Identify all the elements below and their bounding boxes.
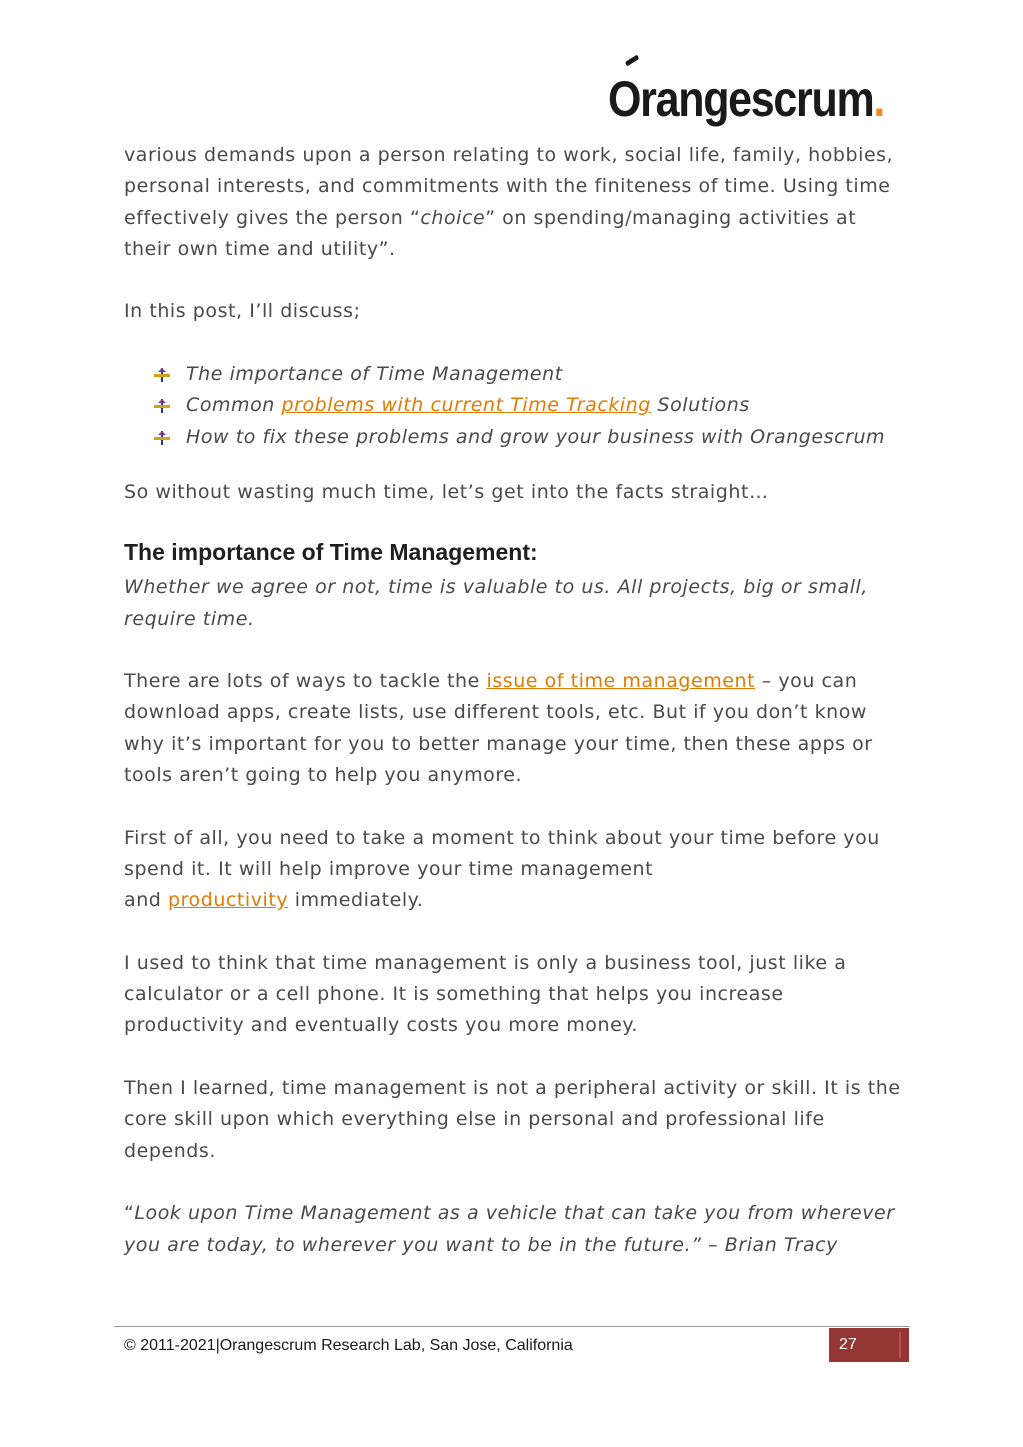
intro-emphasis: choice bbox=[420, 206, 486, 229]
list-item bbox=[154, 422, 904, 453]
page-number: 27 bbox=[839, 1336, 857, 1353]
intro-text-a: various demands upon a person relating to work, social life, family, hobbies, personal interests, and commitments with the finiteness of time. Using time effectively gives the person “ bbox=[124, 144, 894, 229]
list-item-text: Solutions bbox=[650, 394, 750, 417]
intro-paragraph bbox=[124, 140, 904, 265]
time-tracking-problems-link[interactable]: problems with current Time Tracking bbox=[281, 394, 651, 417]
orangescrum-logo bbox=[608, 54, 885, 144]
arrow-bullet-icon bbox=[154, 368, 170, 382]
footer-copyright: © 2011-2021|Orangescrum Research Lab, San Jose, California bbox=[124, 1337, 573, 1354]
discuss-paragraph: In this post, I’ll discuss; bbox=[124, 300, 361, 323]
paragraph-text: immediately. bbox=[288, 889, 424, 912]
arrow-bullet-icon bbox=[154, 399, 170, 413]
transition-paragraph: So without wasting much time, let’s get into the facts straight… bbox=[124, 480, 769, 503]
list-item-text: Common bbox=[186, 394, 282, 417]
logo-accent-mark bbox=[625, 55, 639, 67]
section-paragraph-1 bbox=[124, 666, 904, 791]
section-paragraph-3: I used to think that time management is only a business tool, just like a calculator or a cell phone. It is something that helps you increase productivity and eventually costs you more money. bbox=[124, 951, 847, 1037]
section-heading: The importance of Time Management: bbox=[124, 539, 538, 566]
topics-list bbox=[124, 359, 904, 453]
page-content bbox=[124, 140, 904, 1261]
section-paragraph-4: Then I learned, time management is not a peripheral activity or skill. It is the core skill upon which everything else in personal and professional life depends. bbox=[124, 1077, 901, 1162]
footer-divider bbox=[114, 1326, 910, 1327]
quote-attribution: .” – Brian Tracy bbox=[684, 1233, 838, 1256]
productivity-link[interactable]: productivity bbox=[168, 889, 289, 912]
logo-dot: . bbox=[873, 71, 885, 127]
time-management-issue-link[interactable]: issue of time management bbox=[486, 670, 756, 693]
section-lead bbox=[124, 572, 904, 635]
list-item bbox=[154, 390, 904, 421]
list-item bbox=[154, 359, 904, 390]
intro-text-b: ” on spending/managing activities at their own time and utility”. bbox=[124, 206, 857, 260]
paragraph-text: and bbox=[124, 889, 168, 912]
list-item-text: The importance of Time Management bbox=[186, 363, 563, 386]
paragraph-text: There are lots of ways to tackle the bbox=[124, 670, 487, 693]
list-item-text: How to fix these problems and grow your business with Orangescrum bbox=[186, 425, 886, 448]
quote-text: Look upon Time Management as a vehicle that can take you from wherever you are today, to wherever you want to be in the future bbox=[124, 1202, 895, 1256]
logo-text: Orangescrum bbox=[608, 71, 874, 127]
paragraph-text: – you can download apps, create lists, use different tools, etc. But if you don’t know why it’s important for you to better manage your time, then these apps or tools aren’t going to help you anymore. bbox=[124, 670, 873, 787]
brian-tracy-quote bbox=[124, 1198, 904, 1261]
section-paragraph-2 bbox=[124, 823, 904, 917]
section-lead-text: Whether we agree or not, time is valuable to us. All projects, big or small, require time. bbox=[124, 576, 868, 630]
arrow-bullet-icon bbox=[154, 431, 170, 445]
quote-mark: “ bbox=[124, 1202, 135, 1225]
page-number-accent bbox=[899, 1332, 901, 1358]
page-number-badge bbox=[829, 1328, 909, 1362]
paragraph-text: First of all, you need to take a moment to think about your time before you spend it. It will help improve your time management bbox=[124, 826, 880, 880]
